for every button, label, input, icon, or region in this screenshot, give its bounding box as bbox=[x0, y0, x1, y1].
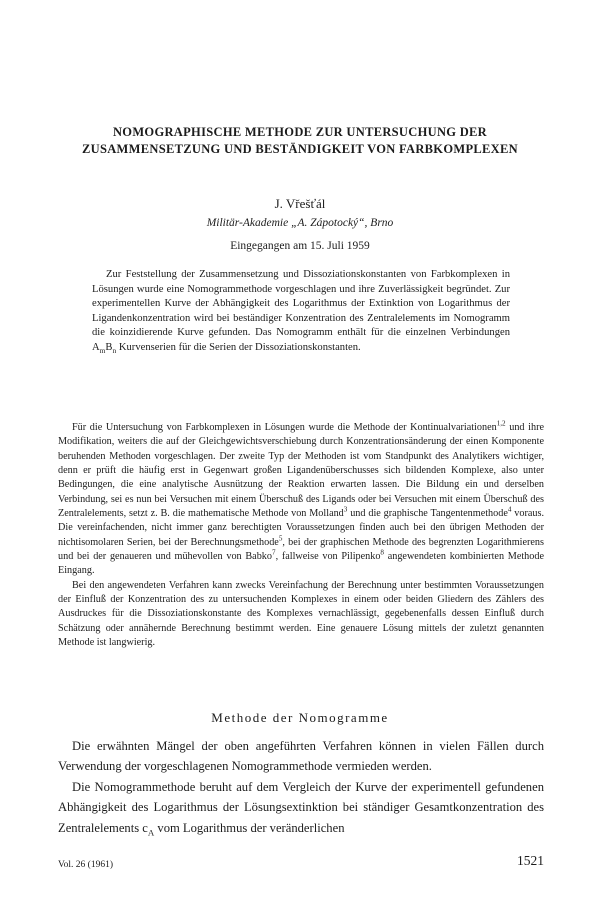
author-name: J. Vřešťál bbox=[274, 196, 326, 211]
intro-text: und die graphische Tangentenmethode bbox=[347, 508, 508, 520]
abstract bbox=[92, 268, 510, 355]
intro-text: , fallweise von Pilipenko bbox=[275, 551, 381, 563]
section-text: Die Nomogrammethode beruht auf dem Vergleich der Kurve der experimentell gefundenen Abhängigkeit des Logarithmus der Lösungsextinktion bei ständiger Gesamtkonzentration des Zentralelements c bbox=[58, 779, 544, 835]
intro-text: Für die Untersuchung von Farbkomplexen in Lösungen wurde die Methode der Kontinualvariationen bbox=[72, 422, 497, 433]
section-text: vom Logarithmus der veränderlichen bbox=[154, 820, 345, 835]
abstract-sub-n: n bbox=[112, 345, 117, 355]
abstract-text-2: Kurvenserien für die Serien der Dissoziationskonstanten. bbox=[116, 341, 361, 353]
intro-text: voraus. Die vereinfachenden, nicht immer ganz berechtigten Voraussetzungen finden auch bei den übrigen Methoden der nichtisomolaren Serien, bei der Berechnungsmethode bbox=[58, 508, 544, 548]
intro-paragraph-2: Bei den angewendeten Verfahren kann zwecks Vereinfachung der Berechnung unter bestimmten Voraussetzungen der Einfluß der Konzentration des zu untersuchenden Komplexes in einem oder beiden Gliedern des Zählers des Ausdruckes für die Dissoziationskonstante des Komplexes vernachlässigt, gegebenenfalls dessen Einfluß durch Schätzung oder annähernde Berechnung bestimmt werden. Eine genauere Lösung mittels der zuletzt genannten Methode ist langwierig. bbox=[58, 579, 544, 649]
intro-paragraph-1 bbox=[58, 421, 544, 579]
abstract-sub-m: m bbox=[99, 345, 106, 355]
citation: 1,2 bbox=[496, 419, 506, 428]
introduction bbox=[58, 421, 544, 651]
intro-text: angewendeten kombinierten Methode Eingang. bbox=[58, 551, 544, 577]
abstract-text-1: Zur Feststellung der Zusammensetzung und Dissoziationskonstanten von Farbkomplexen in Lösungen wurde eine Nomogrammethode vorgeschlagen und ihre Zuverlässigkeit begründet. Zur experimentellen Kurve der Abhängigkeit des Logarithmus der Extinktion von Logarithmus der Ligandenkonzentration wird bei beständiger Konzentration des Zentralelements im Nomogramm die koinzidierende Kurve gefunden. Das Nomogramm enthält für die einzelnen Verbindungen A bbox=[92, 269, 510, 353]
citation: 3 bbox=[343, 505, 348, 514]
subscript-a: A bbox=[147, 827, 155, 838]
section-paragraph-2 bbox=[58, 777, 544, 838]
citation: 7 bbox=[272, 548, 276, 557]
author-affiliation: Militär-Akademie „A. Zápotocký“, Brno bbox=[206, 217, 394, 229]
citation: 5 bbox=[278, 534, 283, 543]
abstract-formula-b: B bbox=[105, 341, 113, 353]
citation: 4 bbox=[507, 505, 512, 514]
page-number: 1521 bbox=[517, 853, 544, 868]
section-heading: Methode der Nomogramme bbox=[211, 710, 389, 725]
section-body bbox=[58, 736, 544, 838]
volume-info: Vol. 26 (1961) bbox=[58, 860, 113, 870]
intro-text: und ihre Modifikation, weiters die auf der Gleichgewichtsverschiebung durch Konzentrationsänderung der einen Komponente beruhenden Methoden vorgeschlagen. Der zweite Typ der Methoden ist vom Standpunkt des Analytikers wichtiger, denn er prüft die häufig erst in Gegenwart großen Ligandenüberschusses sich bildenden Komplexe, also unter Bedingungen, die eine analytische Ausnützung der Reaktion erwarten lassen. Die Bildung ein und derselben Verbindung, sei es nun bei Versuchen mit einem Überschuß des Ligands oder bei Versuchen mit einem Überschuß des Zentralelements, setzt z. B. die mathematische Methode von Molland bbox=[58, 422, 544, 520]
received-date: Eingegangen am 15. Juli 1959 bbox=[230, 240, 370, 252]
article-title: NOMOGRAPHISCHE METHODE ZUR UNTERSUCHUNG DER ZUSAMMENSETZUNG UND BESTÄNDIGKEIT VON FARBKOMPLEXEN bbox=[82, 125, 518, 156]
intro-text: , bei der graphischen Methode des begrenzten Logarithmierens und bei der genaueren und mühevollen von Babko bbox=[58, 536, 544, 563]
section-paragraph-1: Die erwähnten Mängel der oben angeführten Verfahren können in vielen Fällen durch Verwendung der vorgeschlagenen Nomogrammethode vermieden werden. bbox=[58, 739, 544, 774]
citation: 8 bbox=[380, 548, 384, 557]
